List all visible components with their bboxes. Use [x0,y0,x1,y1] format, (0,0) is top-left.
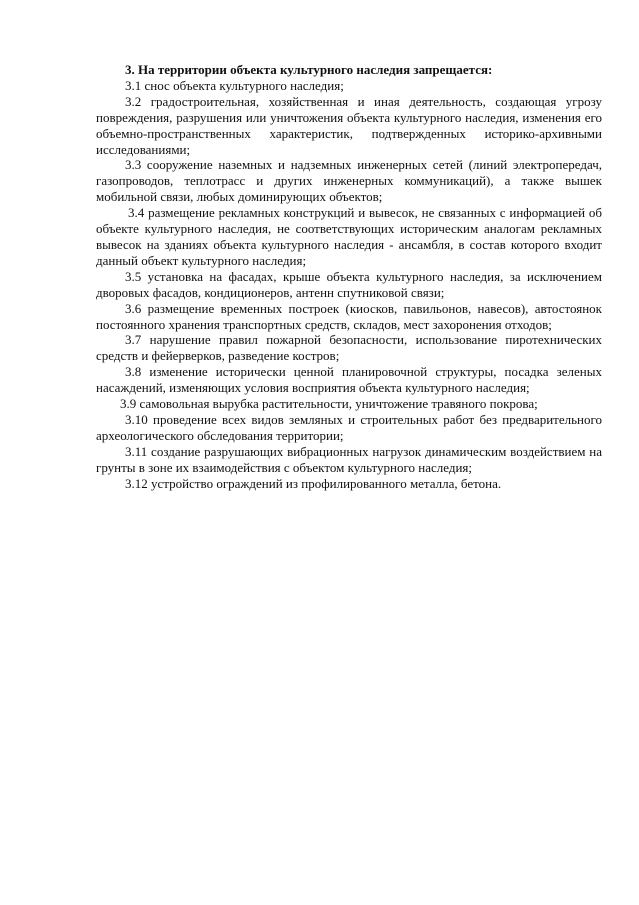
list-item-3-10: 3.10 проведение всех видов земляных и строительных работ без предварительного археологического обследования территории; [96,411,602,443]
list-item-3-6: 3.6 размещение временных построек (киосков, павильонов, навесов), автостоянок постоянного хранения транспортных средств, складов, мест захоронения отходов; [96,300,602,332]
list-item-3-5: 3.5 установка на фасадах, крыше объекта культурного наследия, за исключением дворовых фасадов, кондиционеров, антенн спутниковой связи; [96,268,602,300]
list-item-3-3: 3.3 сооружение наземных и надземных инженерных сетей (линий электропередач, газопроводов, теплотрасс и других инженерных коммуникаций), а также вышек мобильной связи, любых доминирующих объектов; [96,157,602,205]
section-heading: 3. На территории объекта культурного наследия запрещается: [125,62,493,77]
list-item-3-11: 3.11 создание разрушающих вибрационных нагрузок динамическим воздействием на грунты в зоне их взаимодействия с объектом культурного наследия; [96,443,602,475]
list-item-3-9: 3.9 самовольная вырубка растительности, уничтожение травяного покрова; [120,396,538,412]
list-item-3-4: 3.4 размещение рекламных конструкций и вывесок, не связанных с информацией об объекте культурного наследия, не соответствующих историческим аналогам рекламных вывесок на зданиях объекта культурного наследия - ансамбля, в состав которого входит данный объект культурного наследия; [96,205,602,268]
list-item-3-7: 3.7 нарушение правил пожарной безопасности, использование пиротехнических средств и фейерверков, разведение костров; [96,332,602,364]
list-item-3-2: 3.2 градостроительная, хозяйственная и иная деятельность, создающая угрозу повреждения, разрушения или уничтожения объекта культурного наследия, изменения его объемно-пространственных характеристик, подтвержденных историко-архивными исследованиями; [96,93,602,157]
list-item-3-1: 3.1 снос объекта культурного наследия; [125,77,344,93]
document-body [96,62,602,491]
list-item-3-8: 3.8 изменение исторически ценной планировочной структуры, посадка зеленых насаждений, изменяющих условия восприятия объекта культурного наследия; [96,364,602,396]
list-item-3-12: 3.12 устройство ограждений из профилированного металла, бетона. [125,475,502,491]
